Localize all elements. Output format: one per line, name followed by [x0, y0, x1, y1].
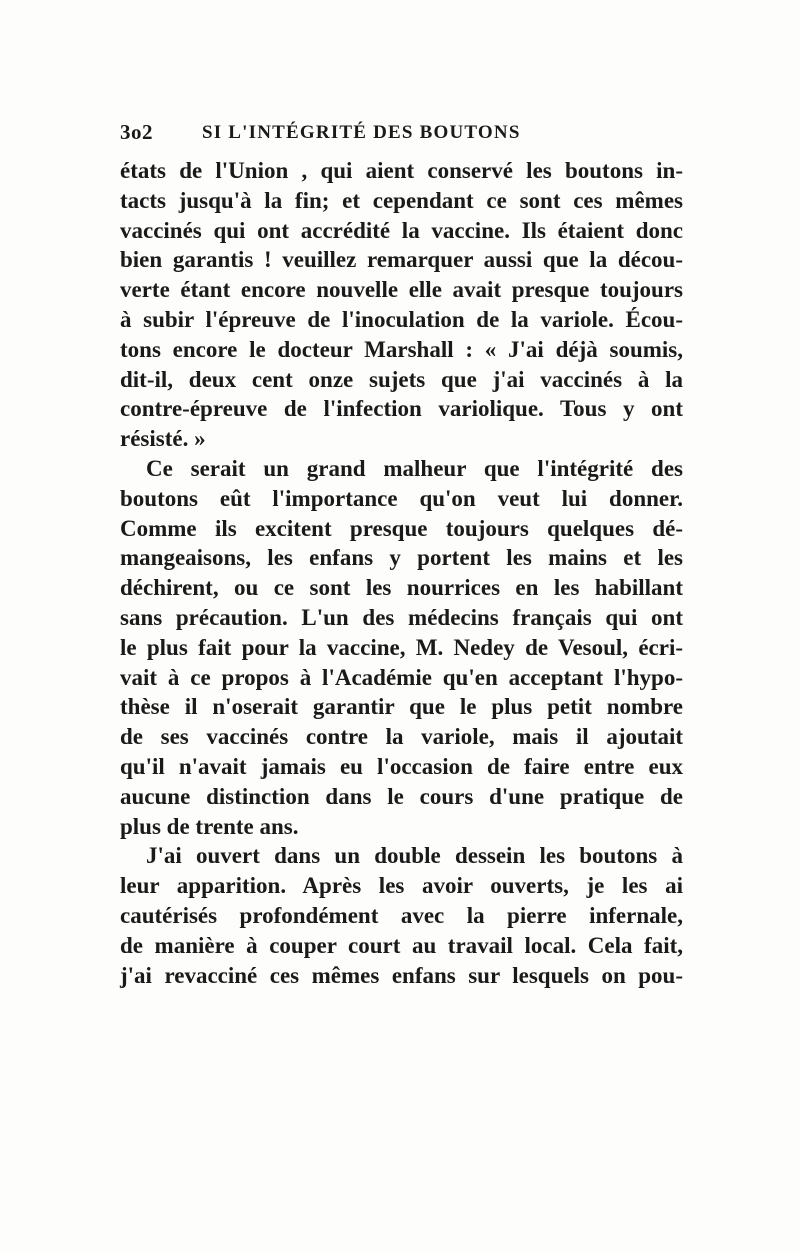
- running-head: [120, 120, 680, 148]
- paragraph-end-line: résisté. »: [120, 426, 206, 452]
- text-line: à subir l'épreuve de l'inoculation de la variole. Écou-: [120, 306, 683, 332]
- text-line: Comme ils excitent presque toujours quelques dé-: [120, 515, 683, 541]
- text-line: cautérisés profondément avec la pierre infernale,: [120, 902, 683, 928]
- text-line: déchirent, ou ce sont les nourrices en les habillant: [120, 575, 683, 601]
- running-title: SI L'INTÉGRITÉ DES BOUTONS: [202, 122, 521, 143]
- paragraph-start-line: Ce serait un grand malheur que l'intégrité des: [146, 455, 683, 481]
- text-line: leur apparition. Après les avoir ouverts, je les ai: [120, 873, 683, 899]
- text-line: bien garantis ! veuillez remarquer aussi que la décou-: [120, 247, 683, 273]
- text-line: dit-il, deux cent onze sujets que j'ai vaccinés à la: [120, 366, 683, 392]
- text-line: de ses vaccinés contre la variole, mais il ajoutait: [120, 724, 683, 750]
- text-line: états de l'Union , qui aient conservé les boutons in-: [120, 158, 683, 183]
- page-number: 3o2: [120, 120, 153, 144]
- text-line: vaccinés qui ont accrédité la vaccine. Ils étaient donc: [120, 217, 683, 243]
- text-line: aucune distinction dans le cours d'une pratique de: [120, 783, 683, 809]
- paragraph-start-line: J'ai ouvert dans un double dessein les boutons à: [146, 843, 683, 869]
- body-text: [120, 156, 683, 990]
- text-line: le plus fait pour la vaccine, M. Nedey de Vesoul, écri-: [120, 634, 683, 660]
- text-line: thèse il n'oserait garantir que le plus petit nombre: [120, 694, 683, 720]
- text-line: mangeaisons, les enfans y portent les mains et les: [120, 545, 683, 571]
- paragraph-end-line: plus de trente ans.: [120, 813, 299, 839]
- text-line: verte étant encore nouvelle elle avait presque toujours: [120, 277, 683, 303]
- text-line: boutons eût l'importance qu'on veut lui donner.: [120, 485, 683, 511]
- text-line: tacts jusqu'à la fin; et cependant ce sont ces mêmes: [120, 187, 683, 213]
- text-line: de manière à couper court au travail local. Cela fait,: [120, 932, 683, 958]
- text-line: sans précaution. L'un des médecins français qui ont: [120, 604, 683, 630]
- text-line: contre-épreuve de l'infection variolique. Tous y ont: [120, 396, 683, 422]
- text-line: j'ai revacciné ces mêmes enfans sur lesquels on pou-: [120, 962, 683, 988]
- text-line: qu'il n'avait jamais eu l'occasion de faire entre eux: [120, 753, 683, 779]
- text-line: tons encore le docteur Marshall : « J'ai déjà soumis,: [120, 336, 683, 362]
- text-line: vait à ce propos à l'Académie qu'en acceptant l'hypo-: [120, 664, 683, 690]
